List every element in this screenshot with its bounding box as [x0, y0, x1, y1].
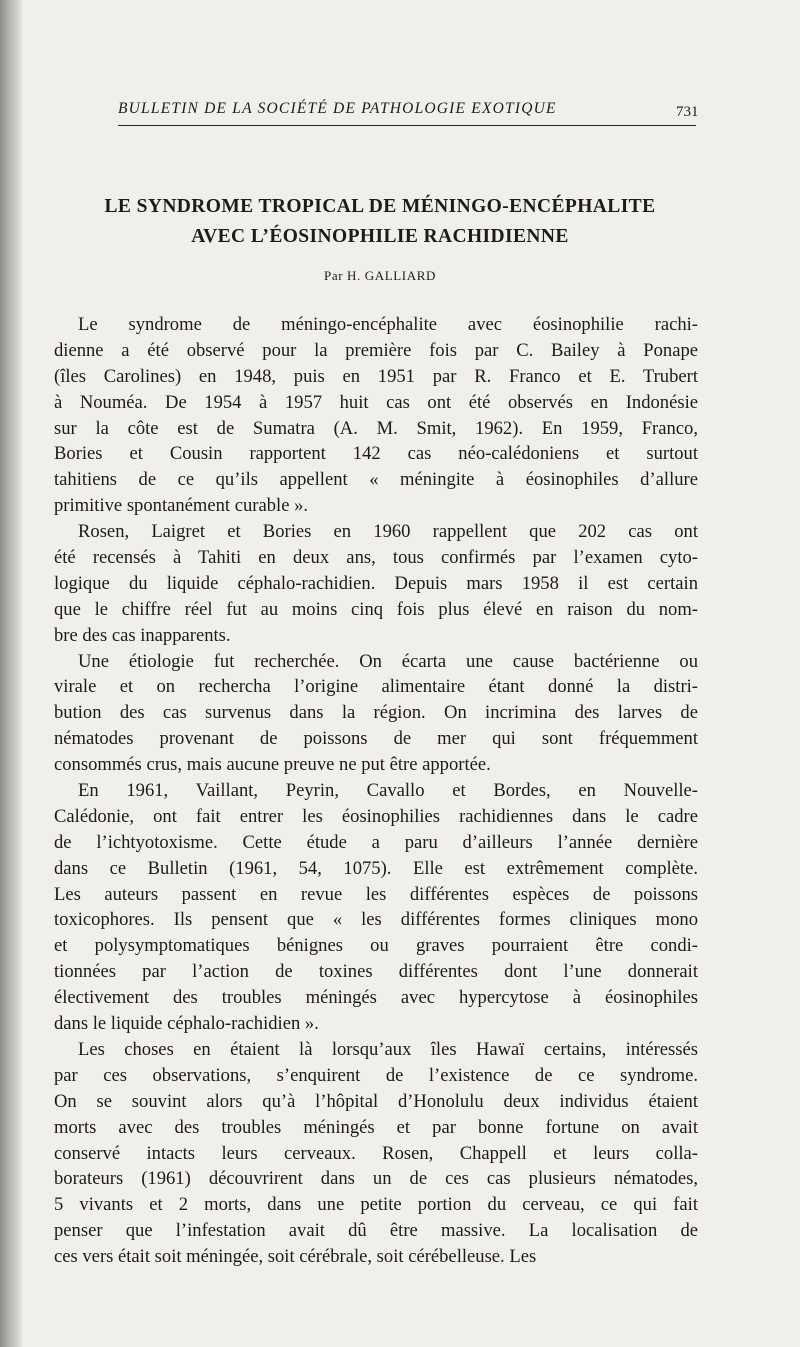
- paragraph: [54, 1037, 698, 1270]
- title-line: LE SYNDROME TROPICAL DE MÉNINGO-ENCÉPHALITE: [104, 196, 656, 217]
- text-line: et polysymptomatiques bénignes ou graves pourraient être condi-: [54, 935, 698, 957]
- text-line: En 1961, Vaillant, Peyrin, Cavallo et Bordes, en Nouvelle-: [78, 780, 698, 802]
- header-rule: [118, 125, 696, 126]
- text-line: sur la côte est de Sumatra (A. M. Smit, 1962). En 1959, Franco,: [54, 417, 698, 439]
- paragraph: [54, 312, 698, 519]
- text-line: penser que l’infestation avait dû être massive. La localisation de: [54, 1220, 698, 1242]
- text-line: bution des cas survenus dans la région. On incrimina des larves de: [54, 702, 698, 724]
- paragraph: [54, 519, 698, 648]
- text-line: Le syndrome de méningo-encéphalite avec éosinophilie rachi-: [78, 314, 698, 335]
- text-line: 5 vivants et 2 morts, dans une petite portion du cerveau, ce qui fait: [54, 1194, 698, 1216]
- text-line: Calédonie, ont fait entrer les éosinophilies rachidiennes dans le cadre: [54, 805, 698, 827]
- text-line: bre des cas inapparents.: [54, 624, 231, 646]
- text-line: par ces observations, s’enquirent de l’existence de ce syndrome.: [54, 1064, 698, 1086]
- article-title: [50, 192, 710, 252]
- text-line: Rosen, Laigret et Bories en 1960 rappellent que 202 cas ont: [78, 521, 698, 543]
- text-line: borateurs (1961) découvrirent dans un de ces cas plusieurs nématodes,: [54, 1168, 698, 1190]
- text-line: toxicophores. Ils pensent que « les différentes formes cliniques mono: [54, 909, 698, 931]
- text-line: de l’ichtyotoxisme. Cette étude a paru d’ailleurs l’année dernière: [54, 831, 698, 853]
- text-line: que le chiffre réel fut au moins cinq fois plus élevé en raison du nom-: [54, 598, 698, 620]
- paragraph: [54, 778, 698, 1037]
- text-line: primitive spontanément curable ».: [54, 495, 309, 517]
- author-byline: Par H. GALLIARD: [324, 268, 436, 283]
- text-line: tahitiens de ce qu’ils appellent « méningite à éosinophiles d’allure: [54, 469, 698, 491]
- page-number: 731: [676, 104, 699, 120]
- text-line: morts avec des troubles méningés et par bonne fortune on avait: [54, 1116, 698, 1138]
- running-head: BULLETIN DE LA SOCIÉTÉ DE PATHOLOGIE EXOTIQUE: [118, 100, 557, 117]
- text-line: virale et on rechercha l’origine alimentaire étant donné la distri-: [54, 676, 698, 698]
- text-line: dans ce Bulletin (1961, 54, 1075). Elle est extrêmement complète.: [54, 857, 698, 879]
- text-line: Les auteurs passent en revue les différentes espèces de poissons: [54, 883, 698, 905]
- text-line: consommés crus, mais aucune preuve ne put être apportée.: [54, 754, 491, 776]
- text-line: Une étiologie fut recherchée. On écarta une cause bactérienne ou: [78, 650, 698, 672]
- text-line: à Nouméa. De 1954 à 1957 huit cas ont été observés en Indonésie: [54, 391, 698, 413]
- text-line: Bories et Cousin rapportent 142 cas néo-calédoniens et surtout: [54, 443, 698, 465]
- text-line: tionnées par l’action de toxines différentes dont l’une donnerait: [54, 961, 698, 983]
- text-line: électivement des troubles méningés avec hypercytose à éosinophiles: [54, 987, 698, 1009]
- text-line: dans le liquide céphalo-rachidien ».: [54, 1013, 319, 1035]
- text-line: On se souvint alors qu’à l’hôpital d’Honolulu deux individus étaient: [54, 1090, 698, 1112]
- paragraph: [54, 649, 698, 778]
- text-line: Les choses en étaient là lorsqu’aux îles Hawaï certains, intéressés: [78, 1038, 698, 1060]
- text-line: nématodes provenant de poissons de mer qui sont fréquemment: [54, 728, 698, 750]
- text-line: logique du liquide céphalo-rachidien. Depuis mars 1958 il est certain: [54, 572, 698, 594]
- article-body: [54, 312, 698, 1270]
- title-line: AVEC L’ÉOSINOPHILIE RACHIDIENNE: [191, 226, 569, 247]
- text-line: ces vers était soit méningée, soit cérébrale, soit cérébelleuse. Les: [54, 1246, 537, 1268]
- text-line: conservé intacts leurs cerveaux. Rosen, Chappell et leurs colla-: [54, 1142, 698, 1164]
- text-line: été recensés à Tahiti en deux ans, tous confirmés par l’examen cyto-: [54, 547, 698, 569]
- text-line: dienne a été observé pour la première fois par C. Bailey à Ponape: [54, 339, 698, 361]
- text-line: (îles Carolines) en 1948, puis en 1951 par R. Franco et E. Trubert: [54, 365, 698, 387]
